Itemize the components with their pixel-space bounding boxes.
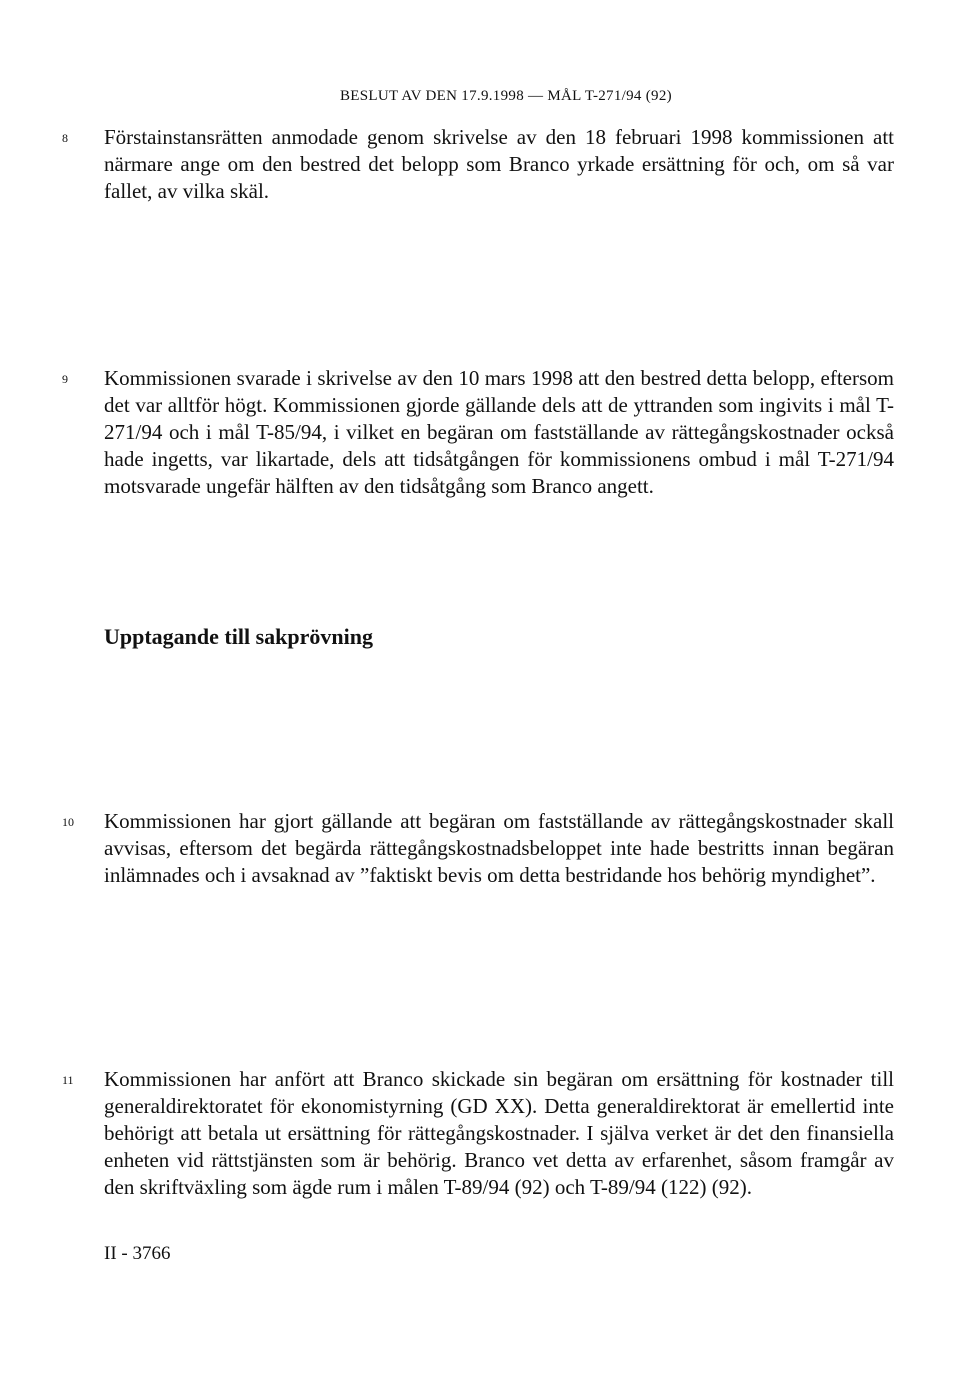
paragraph-text: Kommissionen svarade i skrivelse av den 10 mars 1998 att den bestred detta belopp, eftersom det var alltför högt. Kommissionen gjorde gällande dels att de yttranden som ingivits i mål T-271/94 och i mål T-85/94, i vilket en begäran om fastställande av rättegångskostnader också hade ingetts, var likartade, dels att tidsåtgången för kommissionens ombud i mål T-271/94 motsvarade ungefär hälften av den tidsåtgång som Branco angett. xyxy=(104,366,894,498)
paragraph-8 xyxy=(62,124,894,205)
paragraph-text: Kommissionen har gjort gällande att begäran om fastställande av rättegångskostnader skall avvisas, eftersom det begärda rättegångskostnadsbeloppet inte hade bestritts innan begäran inlämnades och i avsaknad av ”faktiskt bevis om detta bestridande hos behörig myndighet”. xyxy=(104,809,894,887)
paragraph-number: 9 xyxy=(62,372,68,386)
running-header: BESLUT AV DEN 17.9.1998 — MÅL T-271/94 (92) xyxy=(340,88,672,104)
paragraph-number: 10 xyxy=(62,815,74,829)
paragraph-10 xyxy=(62,808,894,889)
paragraph-text: Förstainstansrätten anmodade genom skrivelse av den 18 februari 1998 kommissionen att närmare ange om den bestred det belopp som Branco yrkade ersättning för och, om så var fallet, av vilka skäl. xyxy=(104,125,894,203)
paragraph-number: 11 xyxy=(62,1073,74,1087)
paragraph-9 xyxy=(62,365,894,500)
paragraph-11 xyxy=(62,1066,894,1201)
paragraph-number: 8 xyxy=(62,131,68,145)
paragraph-text: Kommissionen har anfört att Branco skickade sin begäran om ersättning för kostnader till generaldirektoratet för ekonomistyrning (GD XX). Detta generaldirektorat är emellertid inte behörigt att betala ut ersättning för rättegångskostnader. I själva verket är det den finansiella enheten vid rättstjänsten som är behörig. Branco vet detta av erfarenhet, såsom framgår av den skriftväxling som ägde rum i målen T-89/94 (92) och T-89/94 (122) (92). xyxy=(104,1067,894,1199)
page-number: II - 3766 xyxy=(104,1243,171,1264)
section-heading: Upptagande till sakprövning xyxy=(104,624,373,649)
